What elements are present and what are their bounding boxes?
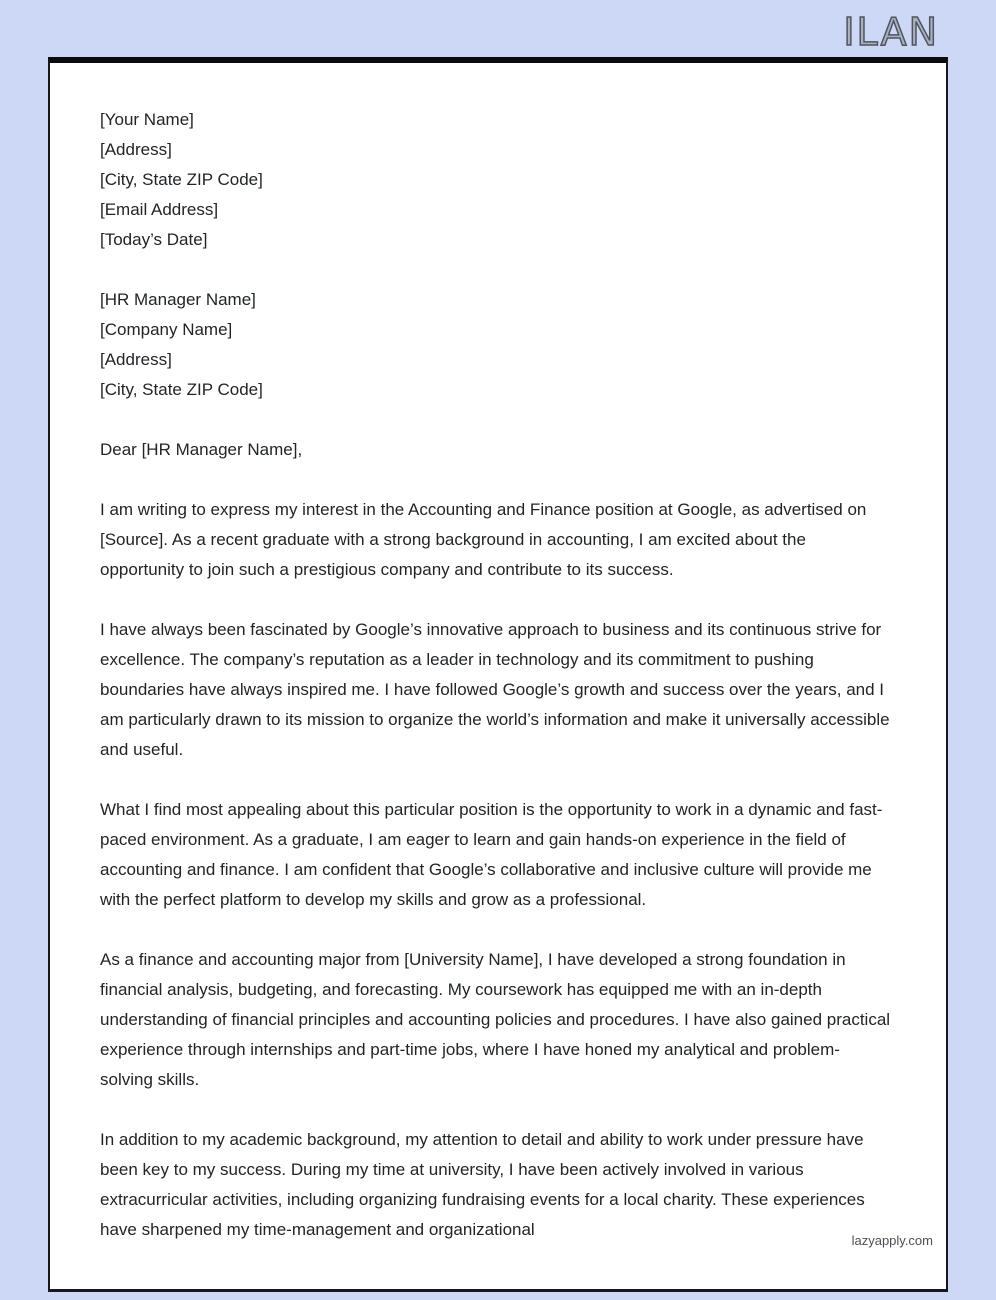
recipient-line: [HR Manager Name] (100, 290, 256, 309)
sender-block (100, 105, 891, 255)
letter-body (100, 105, 891, 1245)
recipient-line: [Address] (100, 350, 172, 369)
sender-line: [Address] (100, 140, 172, 159)
brand-logo: ILAN (843, 10, 939, 54)
recipient-line: [City, State ZIP Code] (100, 380, 263, 399)
letter-page (48, 57, 948, 1292)
sender-line: [Today’s Date] (100, 230, 208, 249)
watermark-link: lazyapply.com (851, 1233, 933, 1248)
sender-line: [City, State ZIP Code] (100, 170, 263, 189)
recipient-line: [Company Name] (100, 320, 233, 339)
paragraph: What I find most appealing about this particular position is the opportunity to work in a dynamic and fast-paced environment. As a graduate, I am eager to learn and gain hands-on experience in the field of accounting and finance. I am confident that Google’s collaborative and inclusive culture will provide me with the perfect platform to develop my skills and grow as a professional. (100, 800, 883, 909)
sender-line: [Your Name] (100, 110, 194, 129)
paragraph: In addition to my academic background, my attention to detail and ability to work under pressure have been key to my success. During my time at university, I have been actively involved in various extracurricular activities, including organizing fundraising events for a local charity. These experiences have sharpened my time-management and organizational (100, 1130, 865, 1239)
paragraph: I am writing to express my interest in the Accounting and Finance position at Google, as advertised on [Source]. As a recent graduate with a strong background in accounting, I am excited about the opportunity to join such a prestigious company and contribute to its success. (100, 500, 867, 579)
salutation: Dear [HR Manager Name], (100, 440, 303, 459)
sender-line: [Email Address] (100, 200, 219, 219)
paragraph: I have always been fascinated by Google’s innovative approach to business and its continuous strive for excellence. The company’s reputation as a leader in technology and its commitment to pushing boundaries have always inspired me. I have followed Google’s growth and success over the years, and I am particularly drawn to its mission to organize the world’s information and make it universally accessible and useful. (100, 620, 890, 759)
paragraph: As a finance and accounting major from [University Name], I have developed a strong foundation in financial analysis, budgeting, and forecasting. My coursework has equipped me with an in-depth understanding of financial principles and accounting policies and procedures. I have also gained practical experience through internships and part-time jobs, where I have honed my analytical and problem-solving skills. (100, 950, 891, 1089)
recipient-block (100, 285, 891, 405)
